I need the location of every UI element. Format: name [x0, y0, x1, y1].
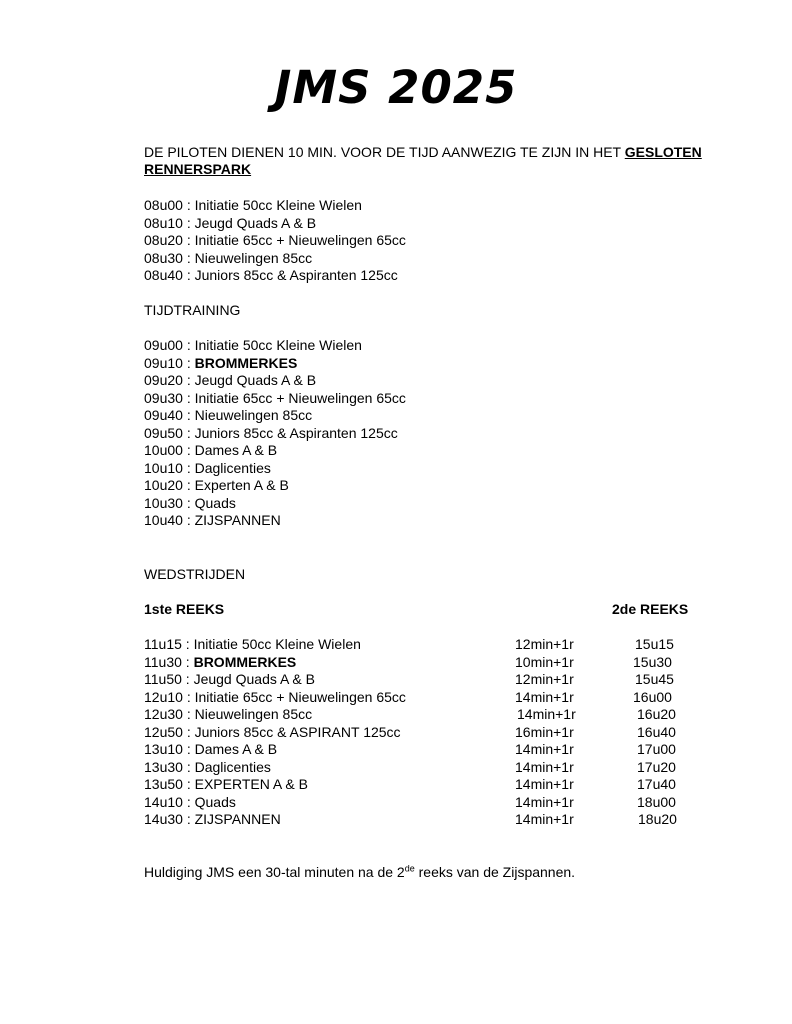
page-title: JMS 2025 — [274, 61, 518, 114]
row-class: ZIJSPANNEN — [194, 512, 281, 528]
notice-line-1 — [144, 144, 702, 162]
schedule-row — [144, 477, 289, 495]
row-time-reeks2: 16u40 — [637, 723, 676, 740]
row-class: Quads — [194, 793, 236, 810]
row-duration: 14min+1r — [515, 793, 574, 810]
row-separator: : — [182, 354, 195, 371]
row-time: 10u00 — [144, 442, 183, 458]
row-class: Juniors 85cc & ASPIRANT 125cc — [194, 723, 401, 740]
row-time: 08u40 — [144, 267, 183, 283]
row-class: ZIJSPANNEN — [194, 811, 281, 827]
row-duration: 14min+1r — [515, 811, 574, 827]
row-time: 14u10 — [144, 793, 183, 810]
row-time-reeks2: 15u15 — [635, 636, 674, 652]
schedule-row — [144, 776, 308, 794]
row-separator: : — [182, 459, 195, 476]
row-time: 14u30 — [144, 811, 183, 827]
schedule-row — [144, 372, 316, 390]
row-time: 09u10 — [144, 354, 183, 371]
row-duration: 10min+1r — [515, 653, 574, 670]
row-separator: : — [182, 776, 195, 792]
schedule-row — [144, 706, 312, 724]
row-time: 08u30 — [144, 249, 183, 266]
row-separator: : — [182, 741, 195, 757]
row-time: 12u10 — [144, 688, 183, 705]
row-time: 09u20 — [144, 372, 183, 388]
row-time: 13u30 — [144, 758, 183, 775]
row-separator: : — [182, 793, 195, 810]
row-separator: : — [182, 267, 195, 283]
row-class: Daglicenties — [194, 758, 271, 775]
row-time-reeks2: 16u00 — [633, 688, 672, 705]
row-class: Jeugd Quads A & B — [194, 372, 317, 388]
row-time: 08u20 — [144, 232, 183, 248]
schedule-row — [144, 355, 297, 373]
notice-underlined-2: RENNERSPARK — [144, 161, 252, 177]
row-separator: : — [181, 636, 194, 652]
row-time-reeks2: 17u40 — [637, 776, 676, 792]
row-time: 10u30 — [144, 494, 183, 511]
footer-note — [144, 864, 575, 882]
schedule-row — [144, 250, 312, 268]
wedstrijden-heading: WEDSTRIJDEN — [144, 566, 246, 582]
schedule-row — [144, 636, 361, 654]
row-time-reeks2: 18u00 — [637, 793, 676, 810]
notice-underlined-1: GESLOTEN — [624, 144, 702, 160]
row-duration: 14min+1r — [515, 688, 574, 705]
row-time-reeks2: 17u00 — [637, 741, 676, 757]
schedule-row — [144, 495, 236, 513]
row-duration: 14min+1r — [517, 706, 576, 722]
notice-text: DE PILOTEN DIENEN 10 MIN. VOOR DE TIJD AANWEZIG TE ZIJN IN HET — [144, 144, 625, 160]
row-time: 08u10 — [144, 214, 183, 231]
row-separator: : — [182, 688, 195, 705]
row-separator: : — [182, 477, 195, 493]
footer-sup: de — [404, 863, 415, 874]
row-separator: : — [182, 337, 195, 353]
row-time: 11u30 — [144, 653, 182, 670]
schedule-row — [144, 741, 277, 759]
row-separator: : — [182, 424, 195, 441]
row-class: Nieuwelingen 85cc — [194, 706, 313, 722]
row-time: 11u15 — [144, 636, 182, 652]
row-time: 12u30 — [144, 706, 183, 722]
row-separator: : — [182, 372, 195, 388]
row-time-reeks2: 18u20 — [638, 811, 677, 827]
row-time-reeks2: 16u20 — [637, 706, 676, 722]
schedule-row — [144, 689, 406, 707]
row-class: Jeugd Quads A & B — [193, 671, 315, 687]
footer-before: Huldiging JMS een 30-tal minuten na de 2 — [144, 864, 405, 880]
row-separator: : — [182, 407, 195, 423]
reeks2-heading: 2de REEKS — [612, 601, 689, 617]
row-class: BROMMERKES — [194, 354, 298, 371]
row-separator: : — [181, 671, 194, 687]
schedule-row — [144, 232, 406, 250]
row-duration: 14min+1r — [515, 741, 574, 757]
row-class: BROMMERKES — [193, 653, 297, 670]
row-class: Nieuwelingen 85cc — [194, 407, 313, 423]
row-separator: : — [182, 389, 195, 406]
schedule-row — [144, 759, 271, 777]
row-separator: : — [182, 249, 195, 266]
row-time: 12u50 — [144, 723, 183, 740]
row-class: Juniors 85cc & Aspiranten 125cc — [194, 424, 398, 441]
row-separator: : — [182, 758, 195, 775]
row-separator: : — [182, 214, 195, 231]
schedule-row — [144, 390, 406, 408]
row-separator: : — [182, 811, 195, 827]
row-separator: : — [182, 494, 195, 511]
row-class: Initiatie 50cc Kleine Wielen — [193, 636, 361, 652]
reeks1-heading: 1ste REEKS — [144, 601, 225, 617]
schedule-row — [144, 425, 398, 443]
footer-after: reeks van de Zijspannen. — [414, 864, 576, 880]
schedule-row — [144, 267, 398, 285]
row-separator: : — [182, 197, 195, 213]
row-time: 11u50 — [144, 671, 182, 687]
row-time-reeks2: 15u45 — [635, 671, 674, 687]
row-class: Dames A & B — [194, 741, 278, 757]
row-time: 09u30 — [144, 389, 183, 406]
row-duration: 12min+1r — [515, 636, 574, 652]
row-time-reeks2: 17u20 — [637, 758, 676, 775]
row-class: Initiatie 50cc Kleine Wielen — [194, 197, 362, 213]
schedule-row — [144, 811, 281, 829]
row-class: Quads — [194, 494, 236, 511]
tijdtraining-heading: TIJDTRAINING — [144, 302, 241, 318]
row-class: Experten A & B — [194, 477, 289, 493]
schedule-row — [144, 442, 277, 460]
row-time: 13u10 — [144, 741, 183, 757]
row-class: Dames A & B — [194, 442, 278, 458]
row-duration: 14min+1r — [515, 758, 574, 775]
schedule-row — [144, 337, 362, 355]
row-duration: 14min+1r — [515, 776, 574, 792]
schedule-row — [144, 407, 312, 425]
schedule-row — [144, 794, 236, 812]
schedule-row — [144, 724, 401, 742]
schedule-row — [144, 215, 316, 233]
row-time: 10u10 — [144, 459, 183, 476]
row-time: 09u00 — [144, 337, 183, 353]
row-separator: : — [182, 232, 195, 248]
schedule-row — [144, 197, 362, 215]
row-time: 13u50 — [144, 776, 183, 792]
row-duration: 16min+1r — [515, 723, 574, 740]
row-time-reeks2: 15u30 — [633, 653, 672, 670]
row-class: Jeugd Quads A & B — [194, 214, 317, 231]
row-time: 09u40 — [144, 407, 183, 423]
row-class: Juniors 85cc & Aspiranten 125cc — [194, 267, 398, 283]
row-class: Daglicenties — [194, 459, 271, 476]
row-class: Initiatie 65cc + Nieuwelingen 65cc — [194, 232, 406, 248]
row-class: EXPERTEN A & B — [194, 776, 308, 792]
row-time: 09u50 — [144, 424, 183, 441]
schedule-row — [144, 654, 296, 672]
row-separator: : — [182, 706, 195, 722]
row-time: 10u20 — [144, 477, 183, 493]
schedule-row — [144, 512, 281, 530]
notice-line-2 — [144, 161, 251, 179]
row-separator: : — [182, 723, 195, 740]
row-duration: 12min+1r — [515, 671, 574, 687]
row-time: 08u00 — [144, 197, 183, 213]
row-class: Nieuwelingen 85cc — [194, 249, 313, 266]
row-time: 10u40 — [144, 512, 183, 528]
row-class: Initiatie 65cc + Nieuwelingen 65cc — [194, 389, 406, 406]
row-separator: : — [182, 442, 195, 458]
row-class: Initiatie 65cc + Nieuwelingen 65cc — [194, 688, 406, 705]
schedule-row — [144, 671, 315, 689]
schedule-row — [144, 460, 271, 478]
row-class: Initiatie 50cc Kleine Wielen — [194, 337, 362, 353]
row-separator: : — [181, 653, 194, 670]
row-separator: : — [182, 512, 195, 528]
